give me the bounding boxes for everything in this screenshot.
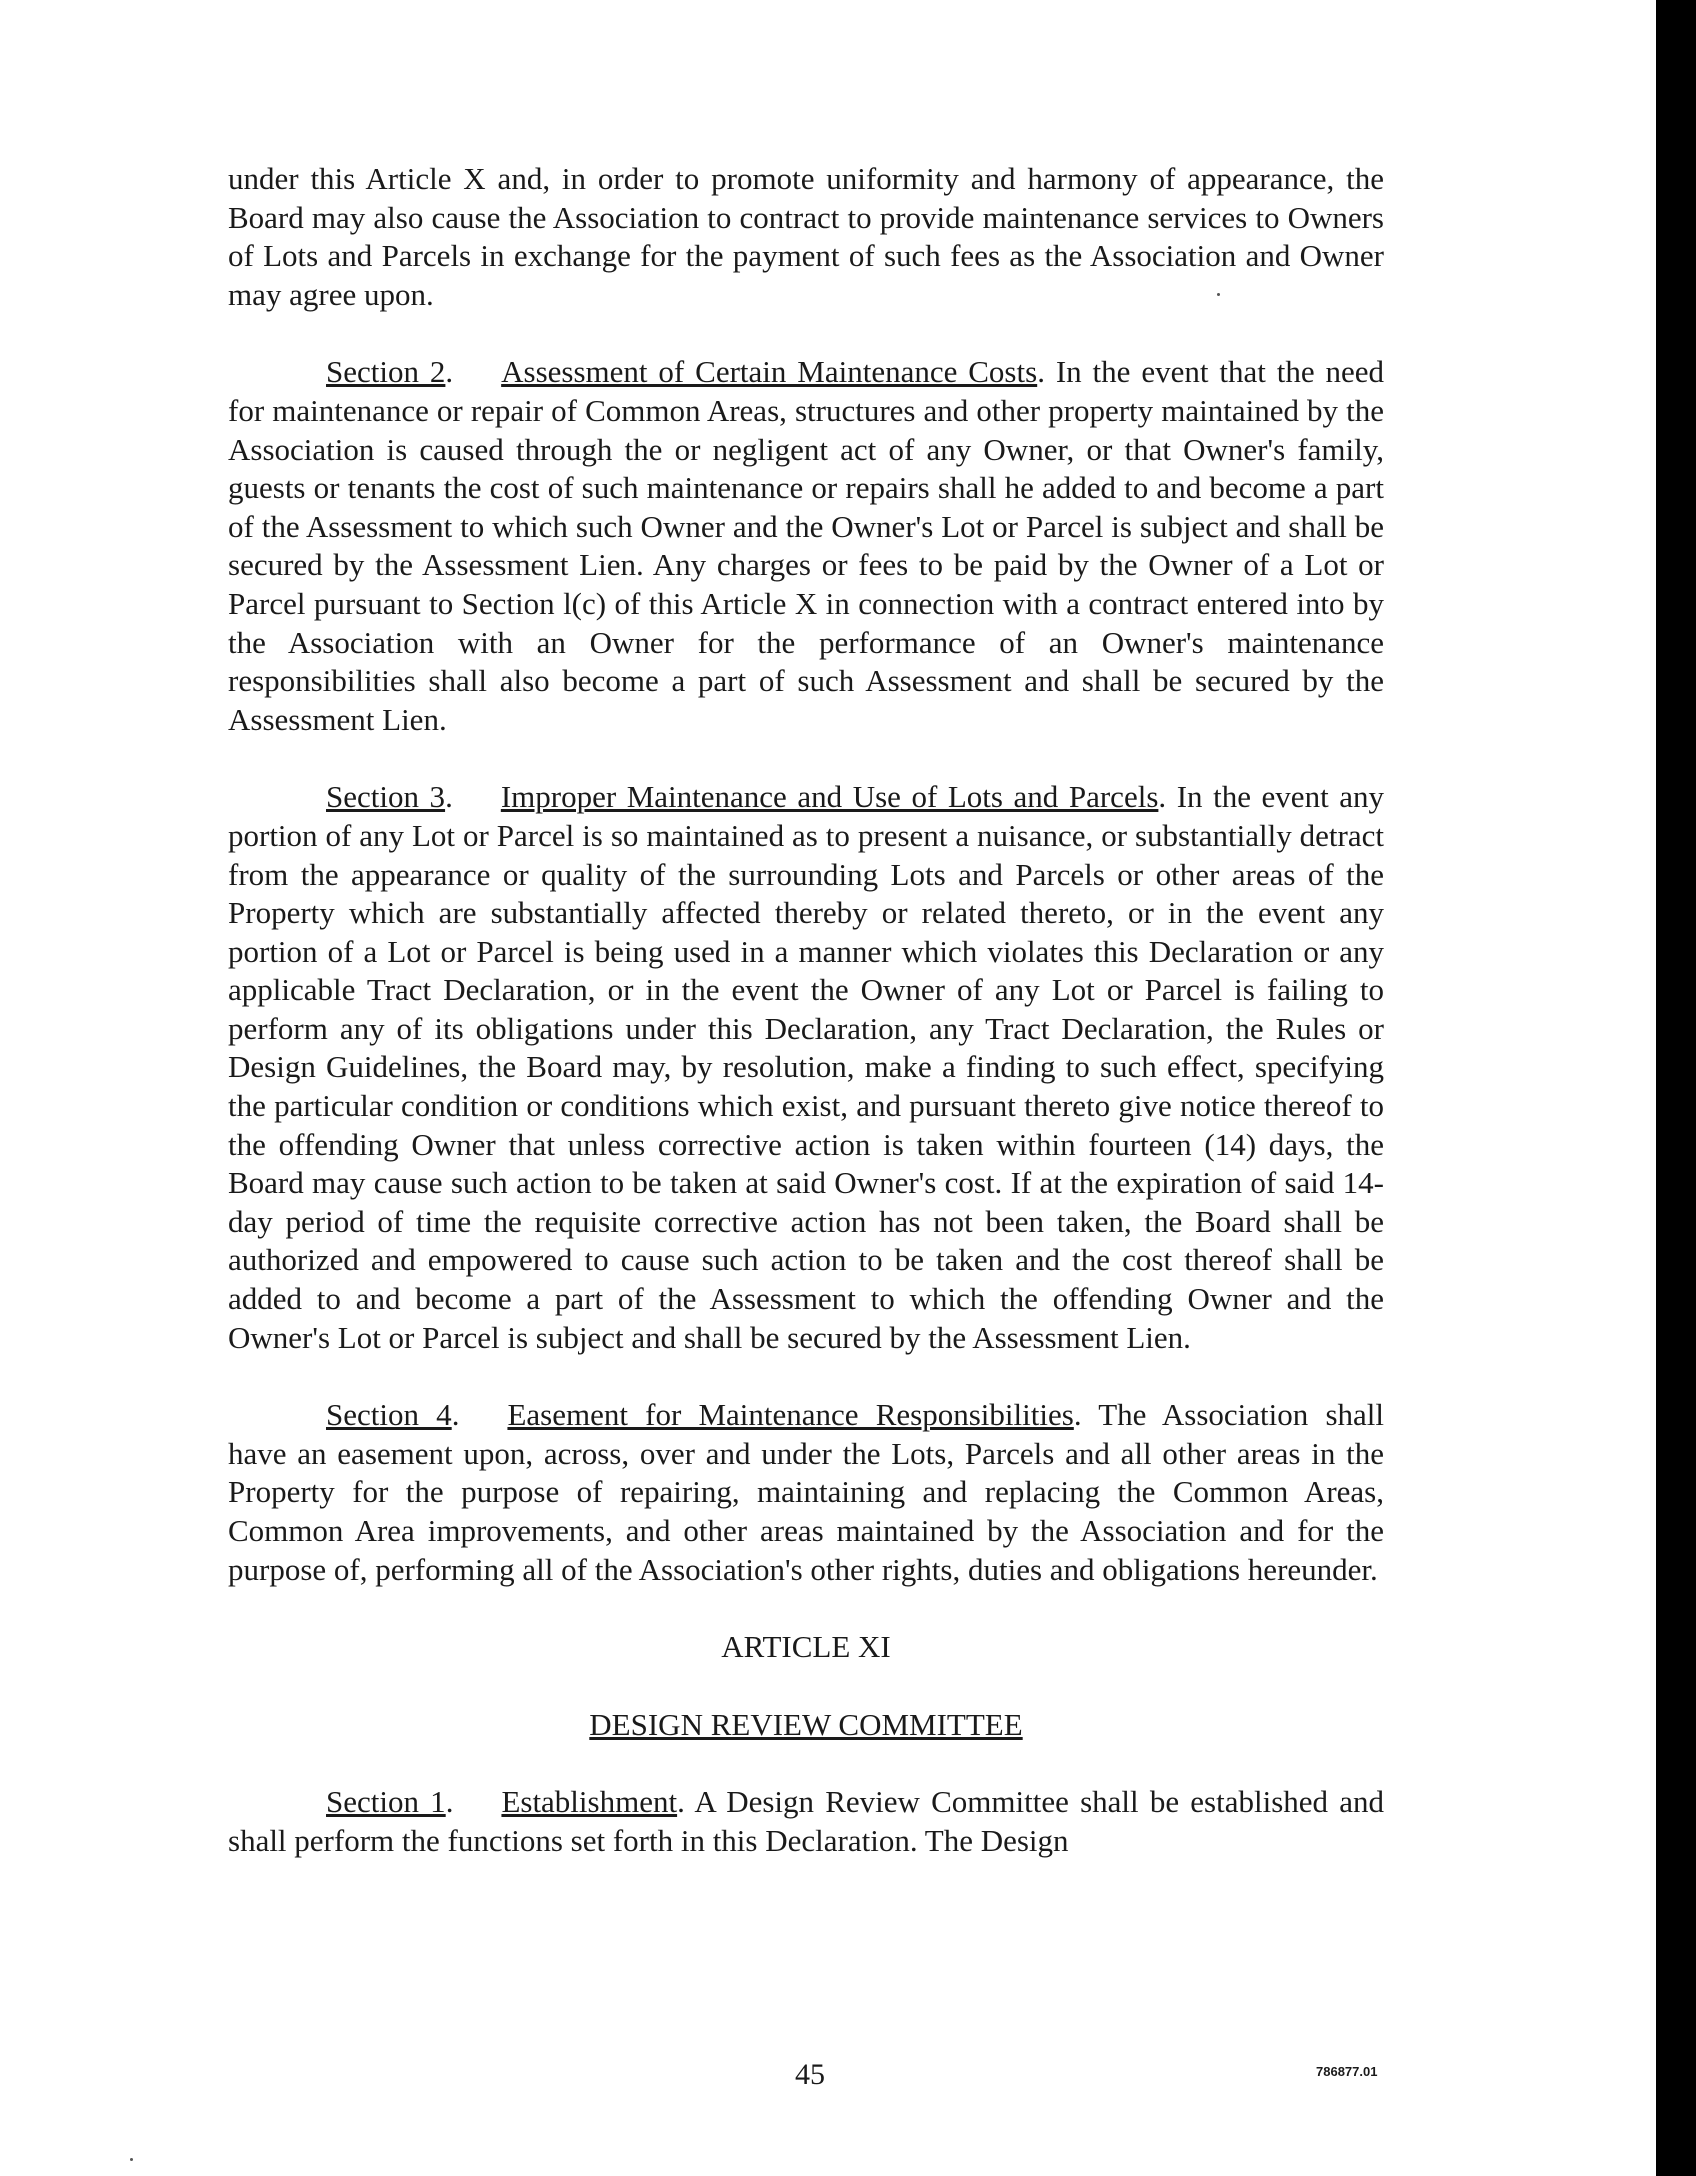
scan-speck: [1217, 293, 1220, 296]
article-section-1-number: Section 1: [326, 1784, 446, 1820]
opening-paragraph: under this Article X and, in order to promote uniformity and harmony of appearance, the Board may also cause the Association to contract to provide maintenance services to Owners of Lots and Parcels in exchange for the payment of such fees as the Association and Owner may agree upon.: [228, 161, 1384, 312]
section-2-title: Assessment of Certain Maintenance Costs: [501, 354, 1038, 390]
section-2-text: In the event that the need for maintenance or repair of Common Areas, structures and other property maintained by the Association is caused through the or negligent act of any Owner, or that Owner's family, guests or tenants the cost of such maintenance or repairs shall he added to and become a part of the Assessment to which such Owner and the Owner's Lot or Parcel is subject and shall be secured by the Assessment Lien. Any charges or fees to be paid by the Owner of a Lot or Parcel pursuant to Section l(c) of this Article X in connection with a contract entered into by the Association with an Owner for the performance of an Owner's maintenance responsibilities shall also become a part of such Assessment and shall be secured by the Assessment Lien.: [228, 354, 1385, 737]
section-2-number: Section 2: [326, 354, 446, 390]
scan-edge-bar: [1656, 0, 1696, 2176]
document-body: [228, 160, 1384, 1900]
article-section-1-text: A Design Review Committee shall be established and shall perform the functions set forth in this Declaration. The Design: [228, 1784, 1384, 1858]
article-section-1-title: Establishment: [501, 1784, 678, 1820]
article-title: DESIGN REVIEW COMMITTEE: [589, 1706, 1023, 1742]
section-4-text: The Association shall have an easement upon, across, over and under the Lots, Parcels and all other areas in the Property for the purpose of repairing, maintaining and replacing the Common Areas, Common Area improvements, and other areas maintained by the Association and for the purpose of, performing all of the Association's other rights, duties and obligations hereunder.: [228, 1397, 1384, 1587]
section-4-title: Easement for Maintenance Responsibilities: [507, 1397, 1074, 1433]
section-3-number: Section 3: [326, 779, 446, 815]
article-heading: ARTICLE XI: [721, 1629, 891, 1665]
article-section-1-paragraph: Section 1. Establishment. A Design Review Committee shall be established and shall perform the functions set forth in this Declaration. The Design: [228, 1784, 1384, 1858]
section-3-title: Improper Maintenance and Use of Lots and Parcels: [500, 779, 1159, 815]
page-number: 45: [795, 2058, 825, 2091]
section-4-number: Section 4: [326, 1397, 452, 1433]
section-3-text: In the event any portion of any Lot or Parcel is so maintained as to present a nuisance, or substantially detract from the appearance or quality of the surrounding Lots and Parcels or other areas of the Property which are substantially affected thereby or related thereto, or in the event any portion of a Lot or Parcel is being used in a manner which violates this Declaration or any applicable Tract Declaration, or in the event the Owner of any Lot or Parcel is failing to perform any of its obligations under this Declaration, any Tract Declaration, the Rules or Design Guidelines, the Board may, by resolution, make a finding to such effect, specifying the particular condition or conditions which exist, and pursuant thereto give notice thereof to the offending Owner that unless corrective action is taken within fourteen (14) days, the Board may cause such action to be taken at said Owner's cost. If at the expiration of said 14-day period of time the requisite corrective action has not been taken, the Board shall be authorized and empowered to cause such action to be taken and the cost thereof shall be added to and become a part of the Assessment to which the offending Owner and the Owner's Lot or Parcel is subject and shall be secured by the Assessment Lien.: [228, 779, 1385, 1355]
section-3-paragraph: Section 3. Improper Maintenance and Use of Lots and Parcels. In the event any portion of any Lot or Parcel is so maintained as to present a nuisance, or substantially detract from the appearance or quality of the surrounding Lots and Parcels or other areas of the Property which are substantially affected thereby or related thereto, or in the event any portion of a Lot or Parcel is being used in a manner which violates this Declaration or any applicable Tract Declaration, or in the event the Owner of any Lot or Parcel is failing to perform any of its obligations under this Declaration, any Tract Declaration, the Rules or Design Guidelines, the Board may, by resolution, make a finding to such effect, specifying the particular condition or conditions which exist, and pursuant thereto give notice thereof to the offending Owner that unless corrective action is taken within fourteen (14) days, the Board may cause such action to be taken at said Owner's cost. If at the expiration of said 14-day period of time the requisite corrective action has not been taken, the Board shall be authorized and empowered to cause such action to be taken and the cost thereof shall be added to and become a part of the Assessment to which the offending Owner and the Owner's Lot or Parcel is subject and shall be secured by the Assessment Lien.: [228, 779, 1385, 1355]
section-2-paragraph: Section 2. Assessment of Certain Maintenance Costs. In the event that the need for maintenance or repair of Common Areas, structures and other property maintained by the Association is caused through the or negligent act of any Owner, or that Owner's family, guests or tenants the cost of such maintenance or repairs shall he added to and become a part of the Assessment to which such Owner and the Owner's Lot or Parcel is subject and shall be secured by the Assessment Lien. Any charges or fees to be paid by the Owner of a Lot or Parcel pursuant to Section l(c) of this Article X in connection with a contract entered into by the Association with an Owner for the performance of an Owner's maintenance responsibilities shall also become a part of such Assessment and shall be secured by the Assessment Lien.: [228, 354, 1385, 737]
document-id: 786877.01: [1316, 2064, 1378, 2079]
scan-speck: [130, 2158, 133, 2161]
section-4-paragraph: Section 4. Easement for Maintenance Responsibilities. The Association shall have an easement upon, across, over and under the Lots, Parcels and all other areas in the Property for the purpose of repairing, maintaining and replacing the Common Areas, Common Area improvements, and other areas maintained by the Association and for the purpose of, performing all of the Association's other rights, duties and obligations hereunder.: [228, 1397, 1384, 1587]
